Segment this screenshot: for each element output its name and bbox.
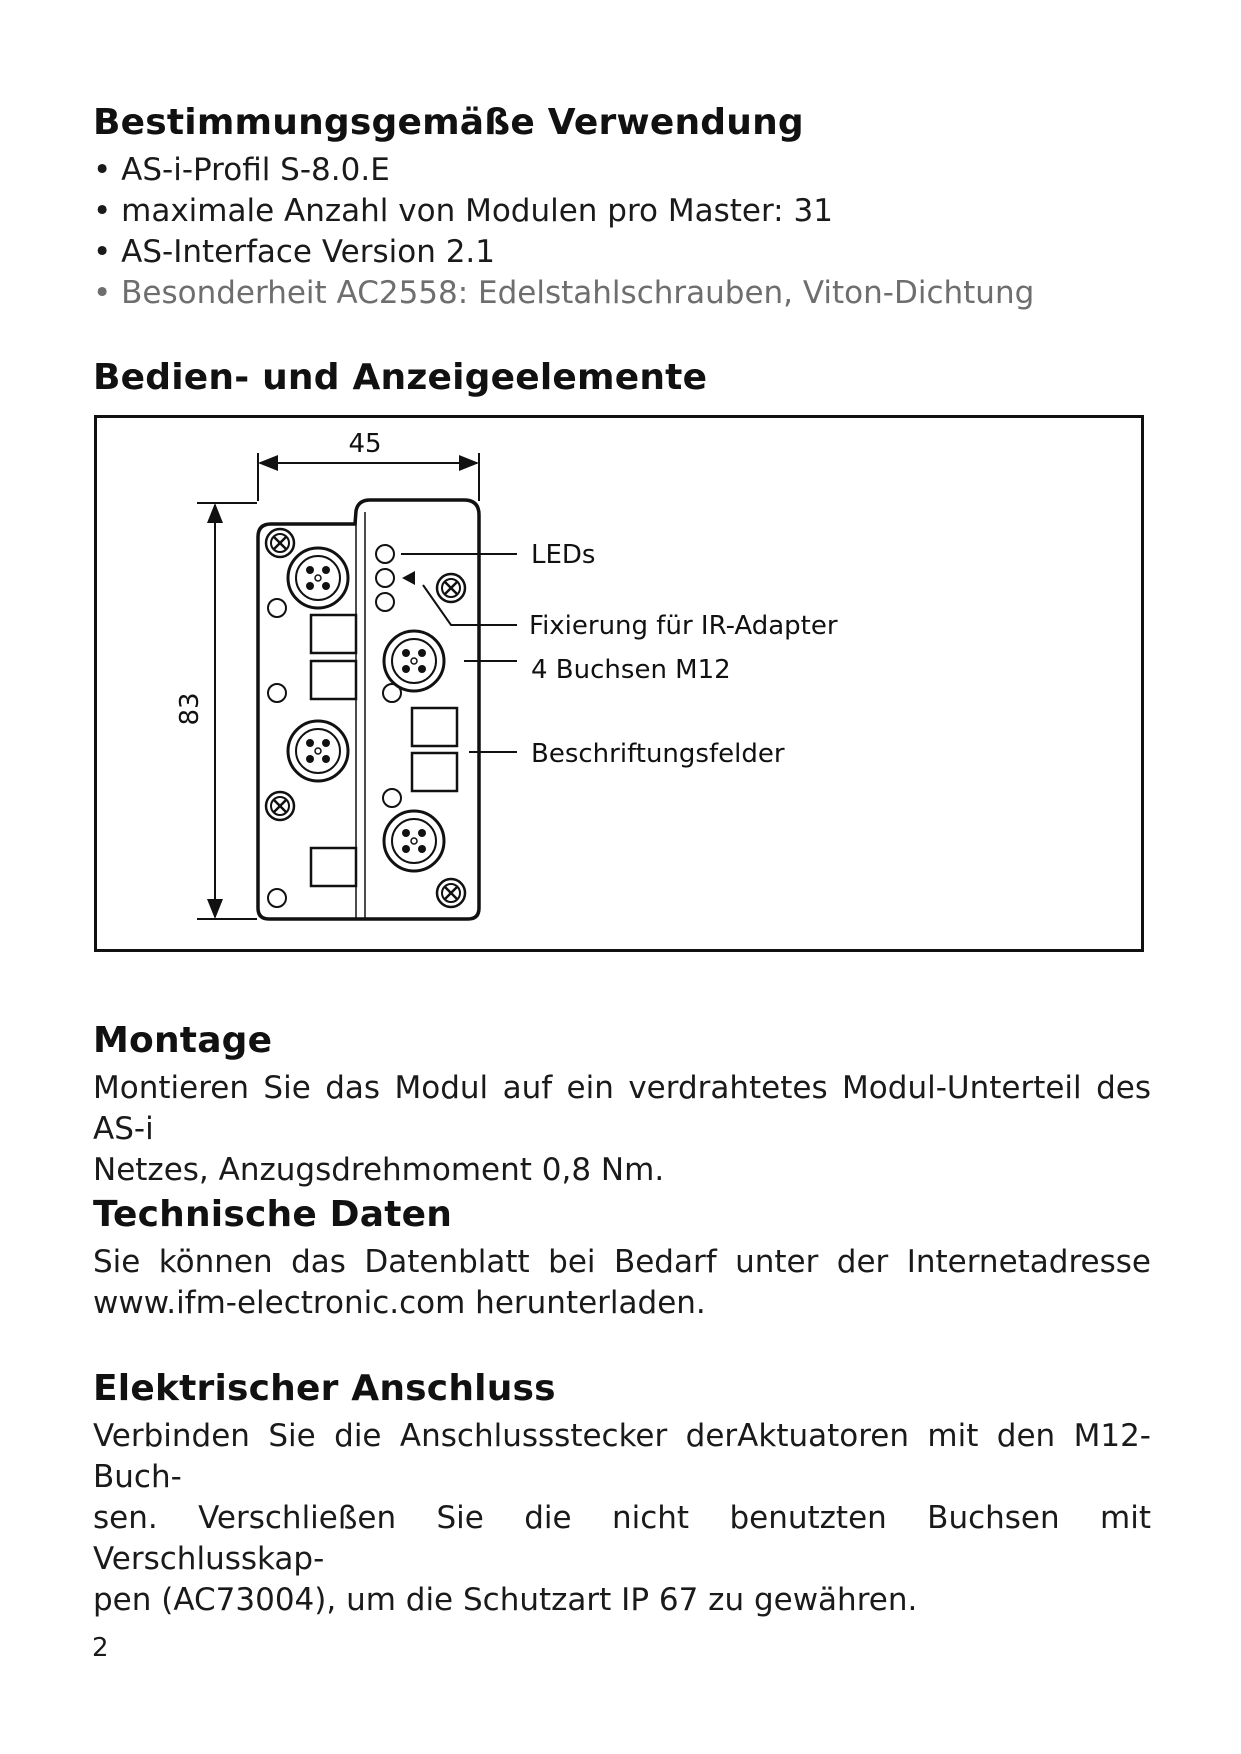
controls-heading: Bedien- und Anzeigeelemente	[93, 357, 708, 398]
technical-text-line: www.ifm-electronic.com herunterladen.	[93, 1285, 706, 1321]
leds-callout: LEDs	[531, 540, 596, 570]
screw-icon	[266, 529, 294, 557]
module-drawing	[97, 418, 1141, 949]
led-icon	[268, 684, 286, 702]
mounting-text-line: Montieren Sie das Modul auf ein verdrahtetes Modul-Unterteil des AS-i	[93, 1070, 1151, 1147]
socket-icon	[384, 631, 444, 691]
mounting-text	[93, 1068, 1151, 1191]
width-dimension-label: 45	[348, 429, 382, 459]
led-icon	[383, 789, 401, 807]
technical-heading: Technische Daten	[93, 1194, 453, 1235]
led-icon	[376, 569, 394, 587]
electrical-text	[93, 1416, 1151, 1621]
usage-bullet-1: • AS-i-Profil S-8.0.E	[93, 150, 1034, 191]
usage-bullet-list	[93, 150, 1034, 314]
mounting-text-line: Netzes, Anzugsdrehmoment 0,8 Nm.	[93, 1152, 665, 1188]
ir-adapter-callout: Fixierung für IR-Adapter	[529, 611, 838, 641]
label-fields-callout: Beschriftungsfelder	[531, 739, 785, 769]
usage-heading: Bestimmungsgemäße Verwendung	[93, 102, 804, 143]
module-figure	[94, 415, 1144, 952]
ir-adapter-marker-icon	[402, 571, 415, 585]
technical-text-line: Sie können das Datenblatt bei Bedarf unter der Internetadresse	[93, 1244, 1151, 1280]
socket-icon	[384, 811, 444, 871]
electrical-text-line: sen. Verschließen Sie die nicht benutzten Buchsen mit Verschlusskap-	[93, 1500, 1151, 1577]
led-icon	[383, 684, 401, 702]
usage-bullet-3: • AS-Interface Version 2.1	[93, 232, 1034, 273]
height-dimension-label: 83	[175, 692, 205, 726]
m12-sockets	[288, 548, 444, 871]
technical-text	[93, 1242, 1151, 1324]
screw-icon	[437, 879, 465, 907]
electrical-text-line: pen (AC73004), um die Schutzart IP 67 zu gewähren.	[93, 1582, 918, 1618]
led-icon	[376, 545, 394, 563]
sockets-callout: 4 Buchsen M12	[531, 655, 731, 685]
screw-icon	[266, 792, 294, 820]
led-icon	[376, 593, 394, 611]
socket-icon	[288, 548, 348, 608]
led-icon	[268, 889, 286, 907]
socket-icon	[288, 721, 348, 781]
electrical-text-line: Verbinden Sie die Anschlussstecker derAktuatoren mit den M12-Buch-	[93, 1418, 1151, 1495]
led-icon	[268, 599, 286, 617]
height-dimension	[175, 503, 257, 919]
usage-bullet-4: • Besonderheit AC2558: Edelstahlschrauben, Viton-Dichtung	[93, 273, 1034, 314]
screw-icon	[437, 574, 465, 602]
electrical-heading: Elektrischer Anschluss	[93, 1368, 556, 1409]
page-number: 2	[92, 1633, 109, 1663]
width-dimension	[258, 429, 479, 501]
mounting-heading: Montage	[93, 1020, 273, 1061]
usage-bullet-2: • maximale Anzahl von Modulen pro Master: 31	[93, 191, 1034, 232]
